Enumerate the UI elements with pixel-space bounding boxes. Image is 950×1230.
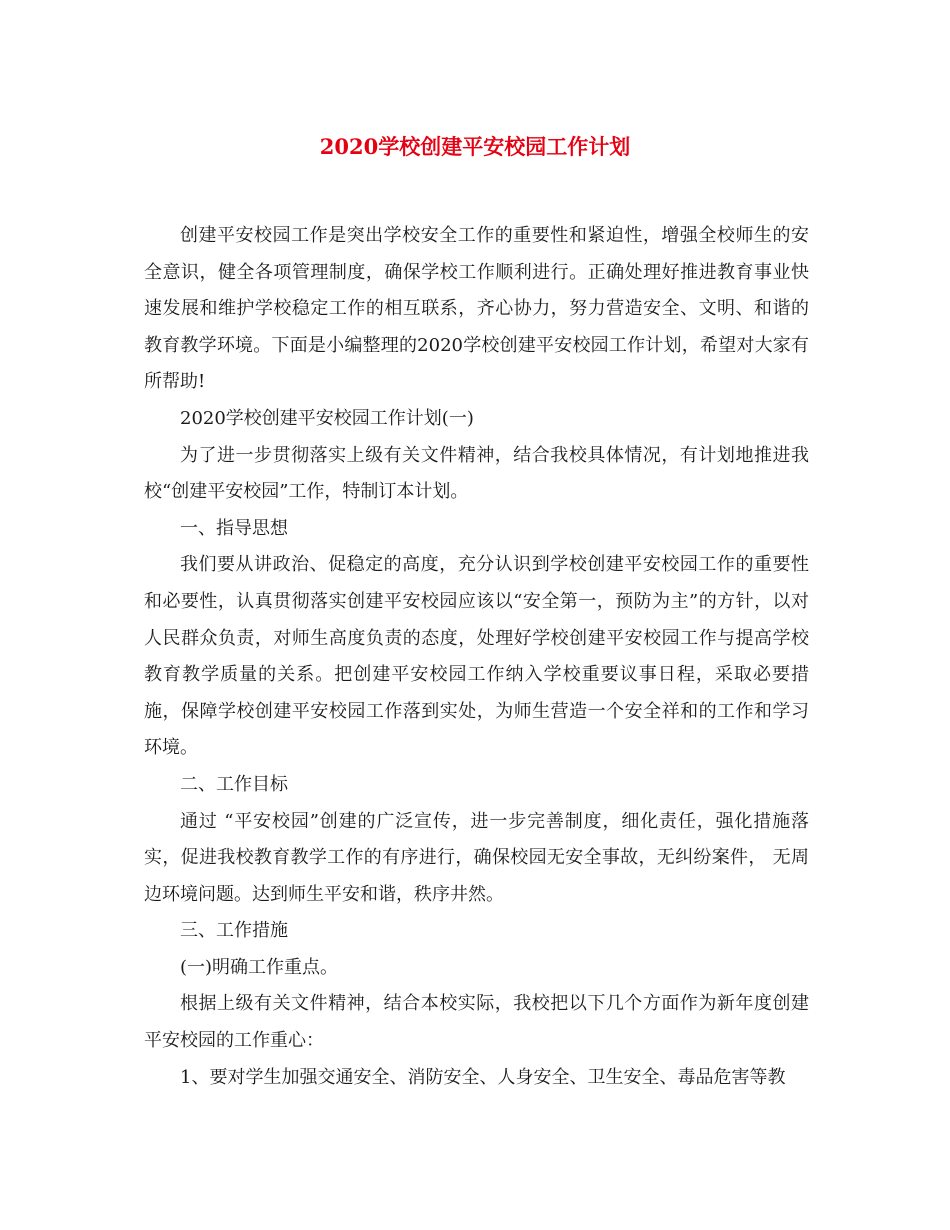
list-item-1: 1、要对学生加强交通安全、消防安全、人身安全、卫生安全、毒品危害等教 — [180, 1066, 786, 1088]
plan-subtitle: 2020学校创建平安校园工作计划(一) — [180, 407, 474, 429]
document-title: 2020学校创建平安校园工作计划 — [319, 134, 631, 159]
intro-paragraph: 创建平安校园工作是突出学校安全工作的重要性和紧迫性，增强全校师生的安全意识，健全各项管理制度，确保学校工作顺利进行。正确处理好推进教育事业快速发展和维护学校稳定工作的相互联系，齐心协力，努力营造安全、文明、和谐的教育教学环境。下面是小编整理的2020学校创建平安校园工作计划，希望对大家有所帮助! — [144, 225, 809, 393]
subsection-heading-focus: (一)明确工作重点。 — [180, 956, 339, 978]
guiding-ideology-paragraph: 我们要从讲政治、促稳定的高度，充分认识到学校创建平安校园工作的重要性和必要性，认真贯彻落实创建平安校园应该以“安全第一，预防为主”的方针，以对人民群众负责，对师生高度负责的态度，处理好学校创建平安校园工作与提高学校教育教学质量的关系。把创建平安校园工作纳入学校重要议事日程，采取必要措施，保障学校创建平安校园工作落到实处，为师生营造一个安全祥和的工作和学习环境。 — [144, 554, 809, 759]
document-body — [144, 218, 809, 1096]
focus-paragraph: 根据上级有关文件精神，结合本校实际，我校把以下几个方面作为新年度创建平安校园的工作重心： — [144, 993, 809, 1052]
purpose-paragraph: 为了进一步贯彻落实上级有关文件精神，结合我校具体情况，有计划地推进我校“创建平安校园”工作，特制订本计划。 — [144, 444, 809, 503]
section-heading-work-measures: 三、工作措施 — [180, 920, 288, 942]
section-heading-guiding-ideology: 一、指导思想 — [180, 517, 288, 539]
work-goals-paragraph: 通过 “平安校园”创建的广泛宣传，进一步完善制度，细化责任，强化措施落实，促进我校教育教学工作的有序进行，确保校园无安全事故，无纠纷案件， 无周边环境问题。达到师生平安和谐，秩序井然。 — [144, 810, 809, 905]
section-heading-work-goals: 二、工作目标 — [180, 773, 288, 795]
